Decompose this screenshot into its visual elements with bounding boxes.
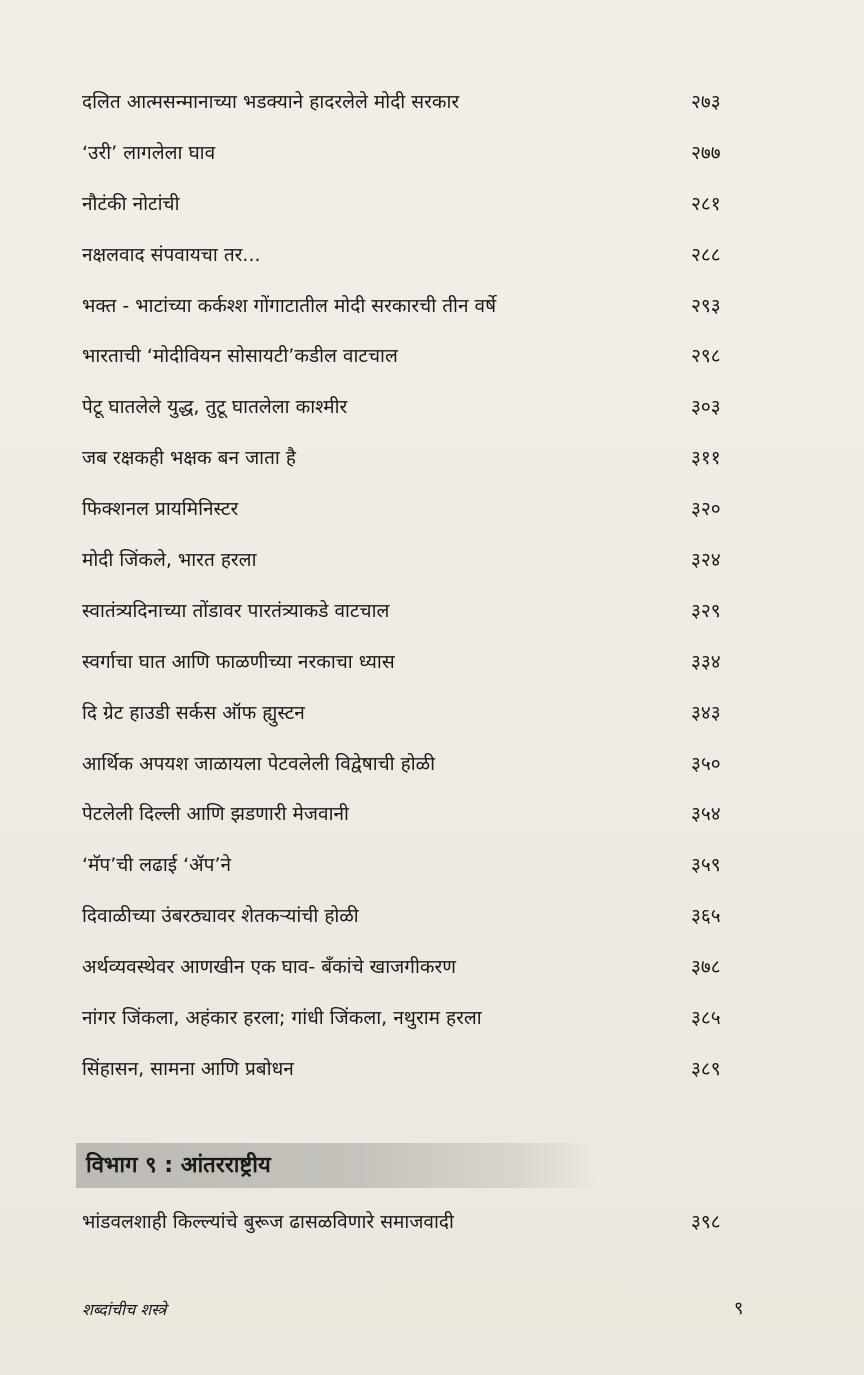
toc-entry-title: भांडवलशाही किल्ल्यांचे बुरूज ढासळविणारे समाजवादी <box>82 1211 454 1233</box>
section-heading-band <box>76 1143 596 1188</box>
toc-row <box>82 645 742 696</box>
toc-entry-page: ३११ <box>691 447 721 470</box>
toc-entry-title: दिवाळीच्या उंबरठ्यावर शेतकऱ्यांची होळी <box>82 905 359 928</box>
toc-row <box>82 187 742 238</box>
toc-row <box>82 747 742 798</box>
toc-entry-page: ३२९ <box>691 599 721 622</box>
toc-entry-title: अर्थव्यवस्थेवर आणखीन एक घाव- बँकांचे खाजगीकरण <box>82 956 456 979</box>
toc-entry-title: आर्थिक अपयश जाळायला पेटवलेली विद्वेषाची होळी <box>82 752 436 775</box>
toc-row <box>82 339 742 390</box>
toc-entry-page: ३५० <box>691 752 721 775</box>
toc-row <box>82 950 742 1001</box>
toc-entry-title: दलित आत्मसन्मानाच्या भडक्याने हादरलेले मोदी सरकार <box>82 91 460 113</box>
toc-entry-title: फिक्शनल प्रायमिनिस्टर <box>82 498 239 521</box>
toc-row <box>82 238 742 289</box>
toc-entry-title: नौटंकी नोटांची <box>82 192 180 215</box>
toc-row <box>82 492 742 543</box>
toc-row <box>82 136 742 187</box>
toc-entry-page: ३८५ <box>691 1007 721 1030</box>
running-footer-book-title: शब्दांचीच शस्त्रे <box>82 1300 167 1319</box>
toc-entry-page: ३५४ <box>691 803 721 826</box>
toc-entry-title: सिंहासन, सामना आणि प्रबोधन <box>82 1057 294 1080</box>
toc-entry-title: दि ग्रेट हाउडी सर्कस ऑफ ह्युस्टन <box>82 701 305 724</box>
toc-entry-page: ३२० <box>691 498 721 521</box>
toc-entry-title: जब रक्षकही भक्षक बन जाता है <box>82 447 296 470</box>
toc-row <box>82 390 742 441</box>
toc-entry-page: ३५९ <box>691 854 721 877</box>
toc-entry-title: पेटू घातलेले युद्ध, तुटू घातलेला काश्मीर <box>82 396 348 419</box>
toc-entry-title: नांगर जिंकला, अहंकार हरला; गांधी जिंकला, नथुराम हरला <box>82 1007 482 1030</box>
page-number: ९ <box>734 1298 744 1319</box>
toc-entry-page: २८८ <box>691 243 721 266</box>
toc-entry-page: ३८९ <box>691 1057 721 1080</box>
toc-row <box>82 441 742 492</box>
toc-entry-page: २९३ <box>691 294 721 317</box>
toc-row <box>82 899 742 950</box>
toc-row <box>82 848 742 899</box>
toc-row <box>82 1001 742 1052</box>
toc-entry-page: ३३४ <box>691 650 721 673</box>
toc-entry-page: ३६५ <box>691 905 721 928</box>
toc-row <box>82 797 742 848</box>
toc-entry-page: ३२४ <box>691 549 721 572</box>
table-of-contents <box>82 85 742 1103</box>
toc-entry-title: स्वातंत्र्यदिनाच्या तोंडावर पारतंत्र्याकडे वाटचाल <box>82 599 390 622</box>
toc-row <box>82 1052 742 1103</box>
toc-entry-title: ‘उरी’ लागलेला घाव <box>82 141 216 164</box>
toc-entry-page: ३७८ <box>691 956 721 979</box>
toc-entry-title: भक्त - भाटांच्या कर्कश्श गोंगाटातील मोदी सरकारची तीन वर्षे <box>82 294 497 317</box>
toc-entry-page: ३४३ <box>691 701 721 724</box>
toc-row <box>82 594 742 645</box>
toc-row <box>82 1209 742 1239</box>
toc-row <box>82 289 742 340</box>
toc-entry-page: ३०३ <box>691 396 721 419</box>
toc-entry-title: ‘मॅप’ची लढाई ‘ॲप’ने <box>82 854 232 877</box>
toc-entry-page: ३९८ <box>691 1211 721 1233</box>
toc-entry-title: भारताची ‘मोदीवियन सोसायटी’कडील वाटचाल <box>82 345 398 368</box>
toc-entry-page: २९८ <box>691 345 721 368</box>
toc-row <box>82 543 742 594</box>
section-heading: विभाग ९ : आंतरराष्ट्रीय <box>86 1153 271 1178</box>
toc-entry-page: २८१ <box>691 192 721 215</box>
toc-row <box>82 85 742 136</box>
toc-entry-title: स्वर्गाचा घात आणि फाळणीच्या नरकाचा ध्यास <box>82 650 395 673</box>
toc-entry-title: पेटलेली दिल्ली आणि झडणारी मेजवानी <box>82 803 349 826</box>
toc-entry-page: २७७ <box>691 141 721 164</box>
toc-entry-title: मोदी जिंकले, भारत हरला <box>82 549 257 572</box>
toc-row <box>82 696 742 747</box>
toc-entry-page: २७३ <box>691 91 721 113</box>
toc-entry-title: नक्षलवाद संपवायचा तर... <box>82 243 261 266</box>
